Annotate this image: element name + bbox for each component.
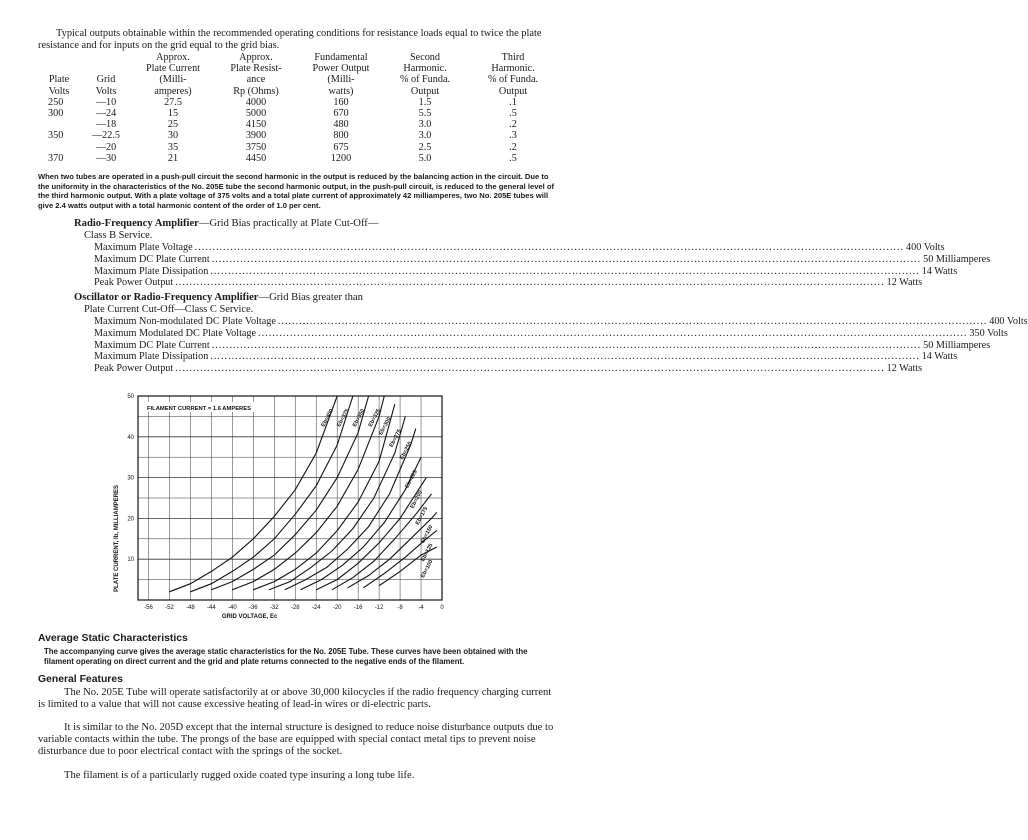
spec-value: 14 Watts (921, 351, 958, 363)
spec-value: 50 Milliamperes (923, 339, 991, 351)
table-cell: —10 (95, 96, 117, 108)
static-caption: The accompanying curve gives the average static characteristics for the No. 205E Tube. These curves have been obtained with the filament operating on direct current and the grid and plate returns connected to the negative ends of the filament. (44, 647, 528, 666)
column-header-line: ance (246, 74, 266, 86)
column-header-line: Rp (Ohms) (233, 85, 279, 97)
column-header-line: % of Funda. (487, 74, 539, 86)
x-tick-label: -44 (207, 605, 216, 611)
table-row (38, 142, 560, 153)
table-cell: .5 (509, 108, 517, 120)
column-header-line: Approx. (156, 52, 190, 63)
series-label: Eb=350 (351, 408, 367, 429)
table-cell: 370 (48, 152, 64, 164)
spec-row (94, 327, 1008, 340)
osc-title: Oscillator or Radio-Frequency Amplifier (74, 292, 259, 303)
series-label: Eb=100 (420, 559, 435, 580)
column-header-line: Plate (48, 74, 70, 86)
push-pull-note: When two tubes are operated in a push-pull circuit the second harmonic in the output is reduced by the balancing action in the circuit. Due to the uniformity in the characteristics of the No. 205E tube the second harmonic output, in the push-pull circuit, is reduced to the general level of the third harmonic output. With a plate voltage of 375 volts and a total plate current of approximately 42 milliamperes, two No. 205E tubes will give 2.4 watts output with a total harmonic content of the order of 1.0 per cent. (38, 172, 555, 210)
series-label: Eb=400 (320, 408, 335, 429)
column-header-line: Output (498, 85, 528, 97)
table-row (38, 108, 560, 119)
output-table (38, 52, 560, 164)
x-tick-label: -40 (228, 605, 237, 611)
table-cell: 350 (48, 130, 64, 142)
table-row (38, 153, 560, 164)
general-paragraph-2: It is similar to the No. 205D except that the internal structure is designed to reduce noise disturbance outputs due to variable contacts within the tube. The prongs of the base are equipped with special contact metal tips to prevent noise disturbance due to poor electrical contact with the springs of the socket. (38, 722, 554, 757)
table-cell (38, 142, 80, 153)
rf-subtitle: Class B Service. (84, 230, 153, 241)
table-cell: 3.0 (418, 130, 432, 142)
column-header (298, 52, 384, 97)
y-tick-label: 10 (127, 557, 134, 564)
column-header-line: Third (501, 52, 525, 63)
spec-value: 12 Watts (886, 277, 923, 289)
column-header-line: watts) (328, 85, 354, 97)
column-header-line: (Milli- (159, 74, 187, 86)
series-label: Eb=125 (420, 542, 435, 563)
table-cell: 3.0 (418, 119, 432, 131)
table-header-row (38, 52, 560, 97)
table-cell: 21 (167, 152, 179, 164)
chart-annotation: FILAMENT CURRENT = 1.6 AMPERES (147, 406, 251, 412)
column-header-line: Grid (96, 74, 116, 86)
table-cell: 4450 (245, 152, 267, 164)
table-cell: 4150 (245, 119, 267, 131)
static-characteristics-chart (106, 386, 476, 626)
table-cell: —24 (95, 108, 117, 120)
table-cell: 800 (333, 130, 349, 142)
column-header (132, 52, 214, 97)
series-label: Eb=250 (399, 440, 414, 461)
x-tick-label: -32 (269, 605, 279, 611)
rf-title: Radio-Frequency Amplifier (74, 218, 199, 229)
series-label: Eb=275 (388, 428, 404, 449)
table-cell: .1 (509, 96, 517, 108)
dot-leader: ........................................................................................................................................................................................................ (211, 339, 922, 351)
table-row (38, 130, 560, 141)
spec-row (94, 242, 945, 254)
table-cell: 675 (333, 141, 349, 153)
series-label: Eb=225 (404, 469, 419, 490)
table-cell: 2.5 (418, 141, 432, 153)
table-cell: —20 (95, 141, 117, 153)
column-header-line: amperes) (154, 85, 192, 97)
table-cell (38, 119, 80, 130)
table-cell: 30 (167, 130, 179, 142)
table-cell: —30 (95, 152, 117, 164)
dot-leader: ........................................................................................................................................................................................................ (211, 253, 922, 265)
dot-leader: ........................................................................................................................................................................................................ (210, 265, 920, 277)
spec-label: Maximum DC Plate Current (94, 339, 210, 351)
x-tick-label: -16 (353, 605, 363, 611)
column-header (384, 52, 466, 97)
osc-subtitle: Plate Current Cut-Off—Class C Service. (84, 304, 254, 315)
column-header-line: Output (410, 85, 440, 97)
column-header-line (38, 63, 80, 74)
spec-value: 50 Milliamperes (923, 253, 991, 265)
spec-value: 350 Volts (969, 327, 1008, 339)
spec-row (94, 316, 1028, 328)
spec-label: Peak Power Output (94, 363, 174, 375)
column-header-line: Volts (95, 85, 117, 97)
y-tick-label: 50 (127, 394, 134, 400)
spec-row (94, 351, 958, 363)
spec-row (94, 277, 923, 289)
spec-label: Maximum Plate Dissipation (94, 351, 209, 363)
table-cell: 480 (333, 119, 349, 131)
column-header-line: Power Output (312, 63, 370, 75)
dot-leader: ........................................................................................................................................................................................................ (210, 351, 920, 363)
table-cell: 670 (333, 108, 349, 120)
x-tick-label: -28 (290, 605, 300, 611)
column-header-line: Plate Resist- (230, 63, 282, 75)
series-label: Eb=150 (420, 524, 435, 545)
table-cell: .2 (509, 119, 517, 131)
table-cell: —18 (95, 119, 117, 131)
table-cell: 5000 (245, 108, 267, 120)
column-header-line: Fundamental (314, 52, 368, 63)
table-cell: 15 (167, 108, 179, 120)
table-cell: 300 (48, 108, 64, 120)
dot-leader: ........................................................................................................................................................................................................ (194, 242, 905, 253)
series-label: Eb=200 (409, 489, 425, 510)
y-tick-label: 40 (127, 434, 134, 441)
column-header-line: (Milli- (327, 74, 355, 86)
table-cell: 1200 (330, 152, 352, 164)
spec-value: 12 Watts (886, 363, 923, 375)
column-header (466, 52, 560, 97)
column-header (214, 52, 298, 97)
spec-label: Maximum Modulated DC Plate Voltage (94, 327, 257, 339)
spec-value: 14 Watts (921, 265, 958, 277)
x-tick-label: -48 (186, 605, 195, 611)
rf-title-rest: —Grid Bias practically at Plate Cut-Off— (198, 218, 379, 229)
x-tick-label: -4 (418, 605, 424, 611)
x-tick-label: -24 (311, 605, 321, 611)
osc-title-rest: —Grid Bias greater than (258, 292, 363, 303)
table-row (38, 97, 560, 108)
general-paragraph-1: The No. 205E Tube will operate satisfactorily at or above 30,000 kilocycles if the radio frequency charging current is limited to a value that will not cause excessive heating of lead-in wires or di-electric parts. (38, 687, 552, 710)
series-label: Eb=375 (336, 408, 351, 429)
spec-value: 400 Volts (989, 316, 1028, 327)
table-cell: 5.5 (418, 108, 432, 120)
column-header-line: Approx. (239, 52, 273, 63)
x-tick-label: -12 (374, 605, 384, 611)
y-tick-label: 20 (127, 516, 134, 523)
rf-heading (74, 218, 378, 230)
column-header (80, 52, 132, 97)
column-header-line: Harmonic. (403, 63, 447, 75)
y-axis-label: PLATE CURRENT, Ib, MILLIAMPERES (114, 484, 120, 592)
dot-leader: ........................................................................................................................................................................................................ (277, 316, 988, 327)
column-header-line: % of Funda. (399, 74, 451, 86)
general-paragraph-3: The filament is of a particularly rugged oxide coated type insuring a long tube life. (64, 770, 415, 781)
x-tick-label: 0 (440, 605, 444, 611)
column-header-line: Volts (48, 85, 70, 97)
table-cell: 1.5 (418, 96, 432, 108)
x-tick-label: -20 (332, 605, 342, 611)
dot-leader: ........................................................................................................................................................................................................ (175, 277, 885, 289)
spec-label: Maximum Non-modulated DC Plate Voltage (94, 316, 276, 327)
column-header-line (80, 63, 132, 74)
table-cell: 5.0 (418, 152, 432, 164)
table-cell: 3750 (245, 141, 267, 153)
table-cell: 35 (167, 141, 179, 153)
osc-heading (74, 292, 363, 304)
intro-paragraph: Typical outputs obtainable within the recommended operating conditions for resistance loads equal to twice the plate resistance and for inputs on the grid equal to the grid bias. (38, 28, 542, 51)
spec-label: Peak Power Output (94, 277, 174, 289)
column-header-line: Harmonic. (491, 63, 535, 75)
x-tick-label: -52 (165, 605, 174, 611)
x-tick-label: -8 (397, 605, 403, 611)
series-line (190, 396, 353, 592)
series-label: Eb=175 (414, 506, 430, 527)
spec-label: Maximum Plate Dissipation (94, 265, 209, 277)
table-cell: —22.5 (91, 130, 120, 142)
spec-value: 400 Volts (906, 242, 945, 253)
y-tick-label: 30 (127, 475, 134, 482)
x-tick-label: -36 (248, 605, 258, 611)
table-row (38, 119, 560, 130)
column-header (38, 52, 80, 97)
general-heading: General Features (38, 674, 123, 685)
dot-leader: ........................................................................................................................................................................................................ (258, 327, 968, 339)
static-heading: Average Static Characteristics (38, 633, 188, 644)
column-header-line: Second (410, 52, 440, 63)
series-label: Eb=325 (367, 408, 383, 429)
column-header-line: Plate Current (145, 63, 201, 75)
table-cell: 160 (333, 96, 349, 108)
table-cell: .3 (509, 130, 517, 142)
dot-leader: ........................................................................................................................................................................................................ (175, 363, 885, 375)
table-cell: 250 (48, 96, 64, 108)
spec-label: Maximum DC Plate Current (94, 253, 210, 265)
x-axis-label: GRID VOLTAGE, Ec (221, 614, 278, 620)
x-tick-label: -56 (144, 605, 153, 611)
spec-label: Maximum Plate Voltage (94, 242, 193, 253)
series-line (301, 457, 425, 590)
spec-row (94, 265, 958, 278)
spec-row (94, 363, 923, 375)
table-cell: 4000 (245, 96, 267, 108)
table-cell: 3900 (245, 130, 267, 142)
spec-row (94, 253, 991, 266)
series-label: Eb=300 (378, 416, 393, 437)
table-cell: 27.5 (164, 96, 182, 108)
spec-row (94, 339, 991, 352)
table-cell: .2 (509, 141, 517, 153)
table-cell: 25 (167, 119, 179, 131)
table-cell: .5 (509, 152, 517, 164)
